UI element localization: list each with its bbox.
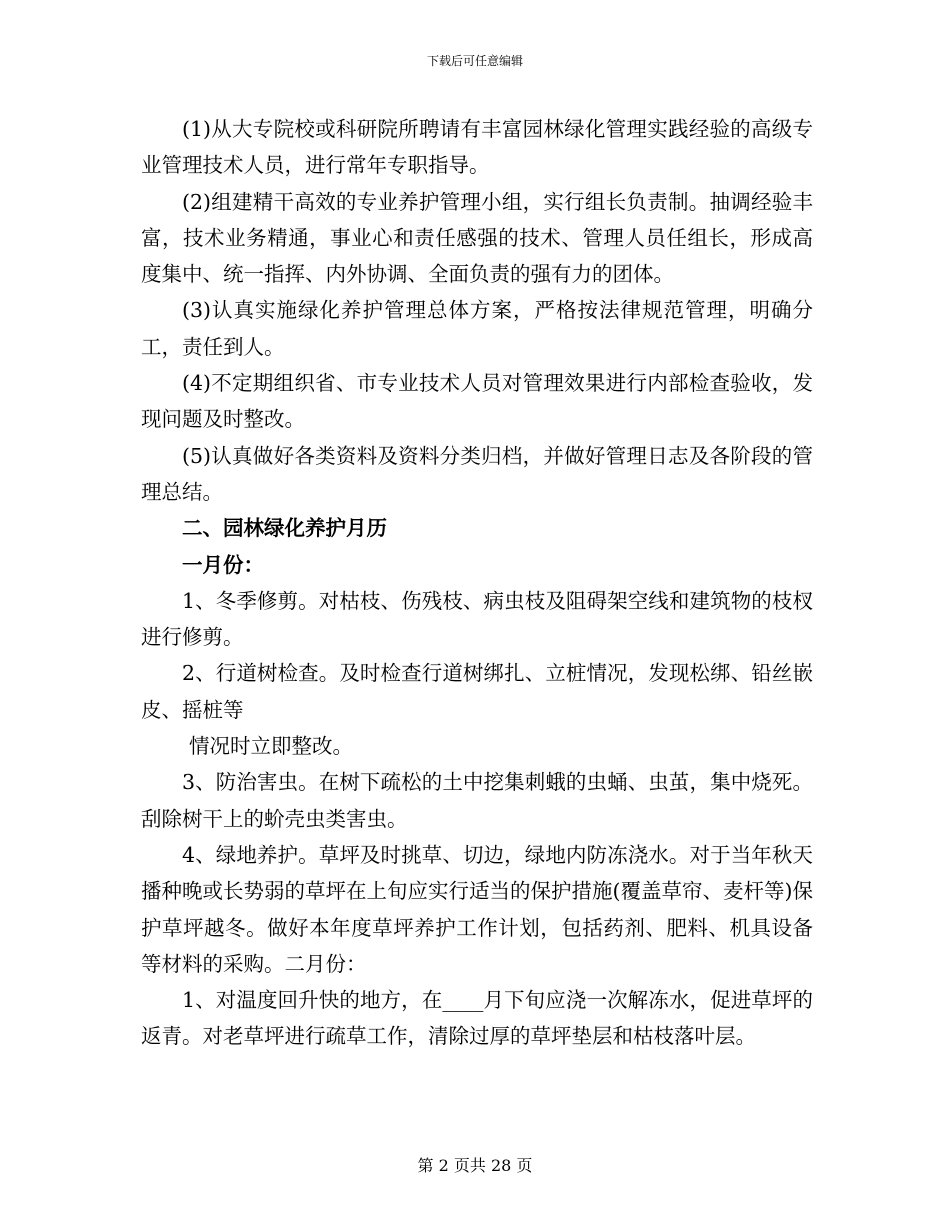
page-header: 下载后可任意编辑	[426, 54, 523, 68]
paragraph-item-2: (2)组建精干高效的专业养护管理小组，实行组长负责制。抽调经验丰富，技术业务精通，事业心和责任感强的技术、管理人员任组长，形成高度集中、统一指挥、内外协调、全面负责的强有力的团体。	[141, 189, 813, 287]
january-item-3: 3、防治害虫。在树下疏松的土中挖集刺蛾的虫蛹、虫茧，集中烧死。刮除树干上的蚧壳虫类害虫。	[141, 770, 813, 831]
page-footer: 第 2 页共 28 页	[417, 1156, 533, 1175]
paragraph-item-4: (4)不定期组织省、市专业技术人员对管理效果进行内部检查验收，发现问题及时整改。	[141, 371, 813, 432]
january-item-2: 2、行道树检查。及时检查行道树绑扎、立桩情况，发现松绑、铅丝嵌皮、摇桩等	[141, 661, 813, 722]
document-body	[141, 111, 813, 1055]
january-item-2-continued: 情况时立即整改。	[189, 734, 353, 759]
paragraph-item-1: (1)从大专院校或科研院所聘请有丰富园林绿化管理实践经验的高级专业管理技术人员，进行常年专职指导。	[141, 117, 813, 178]
month-heading-january: 一月份：	[182, 552, 264, 577]
paragraph-item-5: (5)认真做好各类资料及资料分类归档，并做好管理日志及各阶段的管理总结。	[141, 443, 813, 504]
section-heading: 二、园林绿化养护月历	[182, 516, 387, 541]
paragraph-item-3: (3)认真实施绿化养护管理总体方案，严格按法律规范管理，明确分工，责任到人。	[141, 298, 813, 359]
january-item-1: 1、冬季修剪。对枯枝、伤残枝、病虫枝及阻碍架空线和建筑物的枝杈进行修剪。	[141, 588, 813, 650]
january-item-4: 4、绿地养护。草坪及时挑草、切边，绿地内防冻浇水。对于当年秋天播种晚或长势弱的草坪在上旬应实行适当的保护措施(覆盖草帘、麦杆等)保护草坪越冬。做好本年度草坪养护工作计划，包括药剂、肥料、机具设备等材料的采购。二月份：	[141, 842, 813, 976]
february-item-1: 1、对温度回升快的地方，在____月下旬应浇一次解冻水，促进草坪的返青。对老草坪进行疏草工作，清除过厚的草坪垫层和枯枝落叶层。	[141, 988, 813, 1049]
